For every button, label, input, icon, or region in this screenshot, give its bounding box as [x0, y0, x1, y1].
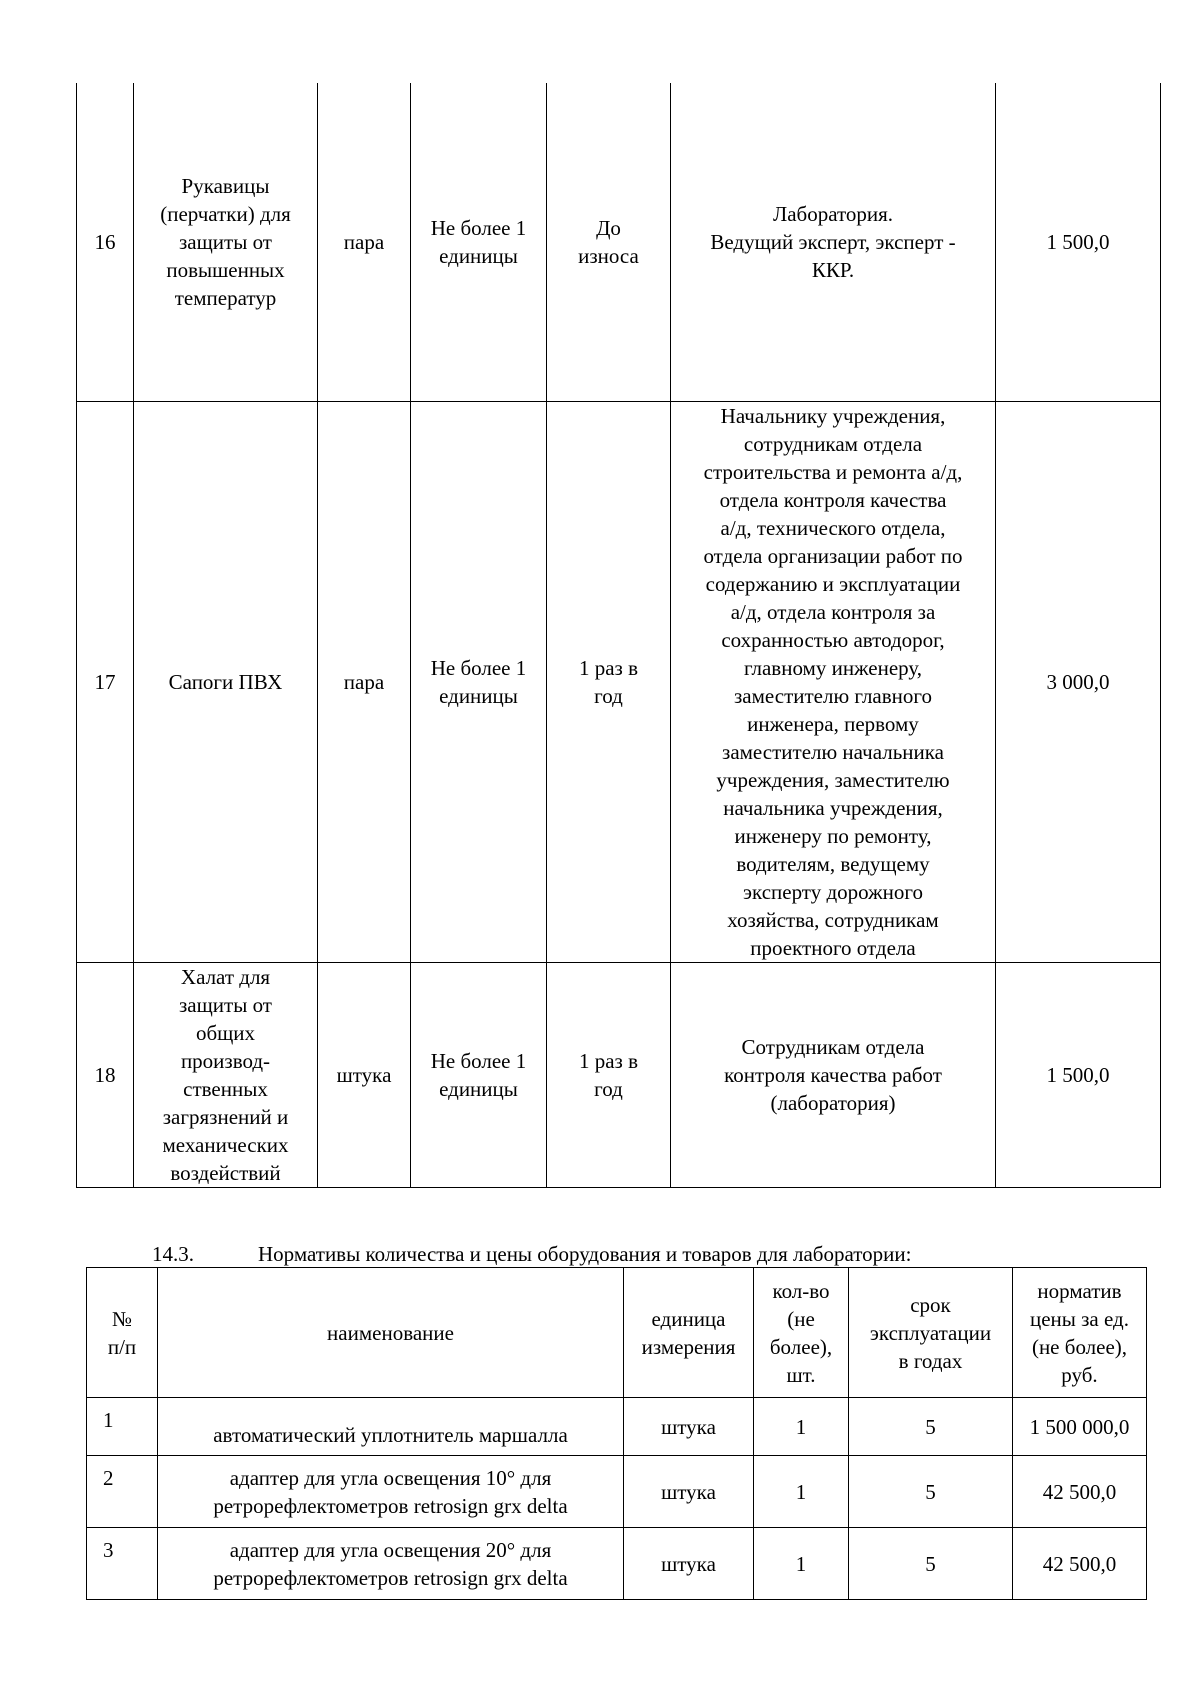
section-number: 14.3.: [152, 1242, 194, 1266]
item-name: адаптер для угла освещения 10° для ретрорефлектометров retrosign grx delta: [158, 1456, 624, 1528]
quantity: 1: [754, 1528, 849, 1600]
quantity: 1: [754, 1398, 849, 1456]
table-row: [87, 1528, 1147, 1600]
price: 1 500 000,0: [1013, 1398, 1147, 1456]
service-term: 5: [849, 1528, 1013, 1600]
row-number: 16: [77, 83, 134, 401]
recipients: Начальнику учреждения, сотрудникам отдела строительства и ремонта а/д, отдела контроля качества а/д, технического отдела, отдела организации работ по содержанию и эксплуатации а/д, отдела контроля за сохранностью автодорог, главному инженеру, заместителю главного инженера, первому заместителю начальника учреждения, заместителю начальника учреждения, инженеру по ремонту, водителям, ведущему эксперту дорожного хозяйства, сотрудникам проектного отдела: [671, 401, 996, 962]
table-row: [87, 1456, 1147, 1528]
item-name: Рукавицы (перчатки) для защиты от повышенных температур: [134, 83, 318, 401]
item-name: Халат для защиты от общих производ- ственных загрязнений и механических воздействий: [134, 962, 318, 1187]
unit: штука: [624, 1456, 754, 1528]
header-num: № п/п: [87, 1268, 158, 1398]
price: 1 500,0: [996, 962, 1161, 1187]
service-term: 5: [849, 1456, 1013, 1528]
ppe-norms-table: [76, 83, 1161, 1188]
header-price: норматив цены за ед. (не более), руб.: [1013, 1268, 1147, 1398]
service-term: 5: [849, 1398, 1013, 1456]
header-name: наименование: [158, 1268, 624, 1398]
quantity: 1: [754, 1456, 849, 1528]
row-number: 18: [77, 962, 134, 1187]
recipients: Лаборатория. Ведущий эксперт, эксперт - ККР.: [671, 83, 996, 401]
quantity: Не более 1 единицы: [411, 401, 547, 962]
unit: пара: [318, 83, 411, 401]
unit: штука: [624, 1398, 754, 1456]
unit: штука: [318, 962, 411, 1187]
service-term: 1 раз в год: [547, 962, 671, 1187]
row-number: 3: [87, 1528, 158, 1600]
price: 42 500,0: [1013, 1528, 1147, 1600]
table-header-row: [87, 1268, 1147, 1398]
lab-equipment-table: [86, 1267, 1147, 1600]
table-row: [87, 1398, 1147, 1456]
price: 42 500,0: [1013, 1456, 1147, 1528]
row-number: 1: [87, 1398, 158, 1456]
row-number: 17: [77, 401, 134, 962]
table-row: [77, 83, 1161, 401]
unit: штука: [624, 1528, 754, 1600]
item-name: Сапоги ПВХ: [134, 401, 318, 962]
service-term: До износа: [547, 83, 671, 401]
quantity: Не более 1 единицы: [411, 83, 547, 401]
price: 1 500,0: [996, 83, 1161, 401]
table-row: [77, 962, 1161, 1187]
recipients: Сотрудникам отдела контроля качества работ (лаборатория): [671, 962, 996, 1187]
section-title: Нормативы количества и цены оборудования и товаров для лаборатории:: [258, 1242, 912, 1266]
price: 3 000,0: [996, 401, 1161, 962]
header-unit: единица измерения: [624, 1268, 754, 1398]
item-name: адаптер для угла освещения 20° для ретрорефлектометров retrosign grx delta: [158, 1528, 624, 1600]
table-row: [77, 401, 1161, 962]
header-term: срок эксплуатации в годах: [849, 1268, 1013, 1398]
service-term: 1 раз в год: [547, 401, 671, 962]
header-qty: кол-во (не более), шт.: [754, 1268, 849, 1398]
item-name: автоматический уплотнитель маршалла: [158, 1398, 624, 1456]
quantity: Не более 1 единицы: [411, 962, 547, 1187]
unit: пара: [318, 401, 411, 962]
row-number: 2: [87, 1456, 158, 1528]
